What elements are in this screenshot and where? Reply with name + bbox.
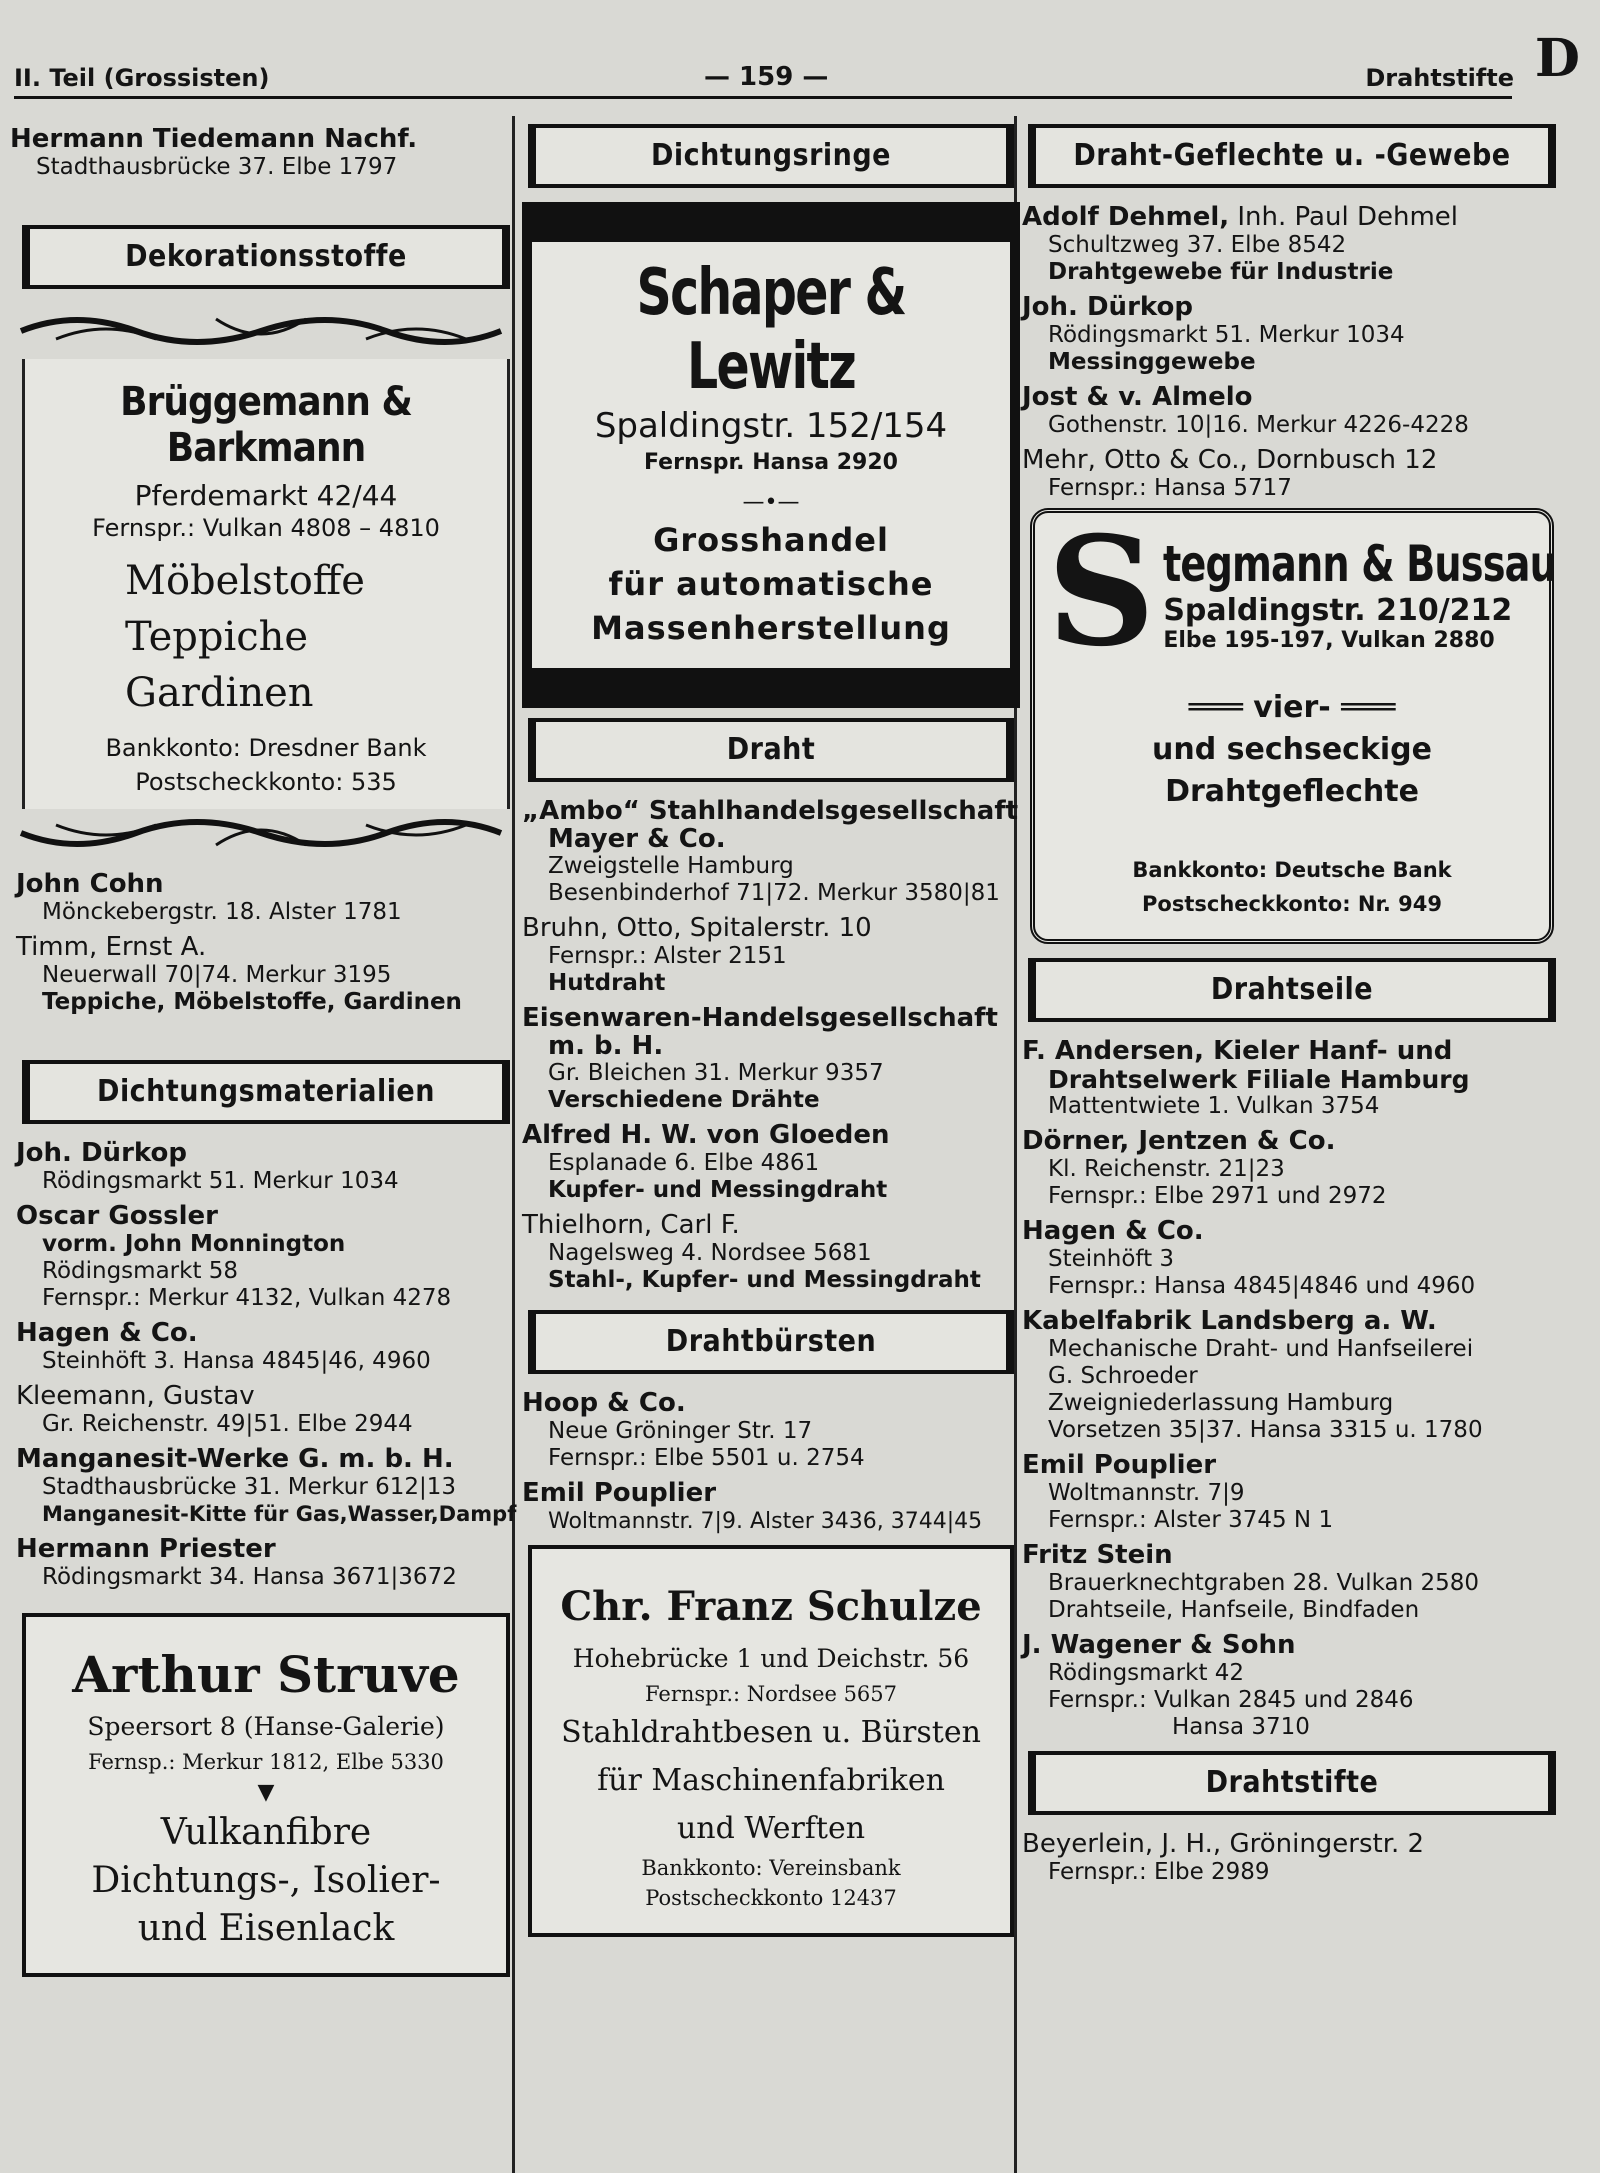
entry-line: Mayer & Co. bbox=[548, 824, 726, 854]
list-item bbox=[522, 1478, 1020, 1535]
entry-line: Stadthausbrücke 37. Elbe 1797 bbox=[36, 154, 398, 180]
entry-line: m. b. H. bbox=[548, 1031, 664, 1061]
advert-separator: —•— bbox=[742, 490, 800, 515]
list-item bbox=[1022, 1126, 1562, 1210]
entry-line: Mechanische Draht- und Hanfseilerei bbox=[1048, 1336, 1474, 1362]
entry-name: Dörner, Jentzen & Co. bbox=[1022, 1126, 1336, 1156]
advert-address: Pferdemarkt 42/44 bbox=[134, 479, 398, 512]
entry-line: Zweigstelle Hamburg bbox=[548, 853, 794, 879]
entry-line: Brauerknechtgraben 28. Vulkan 2580 bbox=[1048, 1570, 1480, 1596]
advert-head-text bbox=[1163, 527, 1600, 653]
section-title: Dekorationsstoffe bbox=[125, 239, 407, 274]
entry-line: Rödingsmarkt 51. Merkur 1034 bbox=[1048, 322, 1405, 348]
entry-name: F. Andersen, Kieler Hanf- und bbox=[1022, 1036, 1453, 1066]
entry-line: Teppiche, Möbelstoffe, Gardinen bbox=[42, 989, 462, 1015]
advert-phone: Fernspr. Hansa 2920 bbox=[644, 450, 898, 475]
list-item bbox=[1022, 292, 1562, 376]
entry-line: Mattentwiete 1. Vulkan 3754 bbox=[1048, 1093, 1380, 1119]
list-item bbox=[1022, 1630, 1562, 1741]
entry-line: Esplanade 6. Elbe 4861 bbox=[548, 1150, 820, 1176]
entry-line: Kl. Reichenstr. 21|23 bbox=[1048, 1156, 1285, 1182]
header-part: II. Teil (Grossisten) bbox=[14, 64, 270, 92]
list-item bbox=[16, 1138, 516, 1195]
entry-name: Joh. Dürkop bbox=[16, 1138, 187, 1168]
entry-name: „Ambo“ Stahlhandelsgesellschaft bbox=[522, 796, 1019, 826]
entry-name: Emil Pouplier bbox=[1022, 1450, 1217, 1480]
entry-name: Mehr, Otto & Co., Dornbusch 12 bbox=[1022, 445, 1438, 475]
section-title: Drahtbürsten bbox=[665, 1324, 877, 1359]
ornament-bottom bbox=[16, 815, 506, 855]
column-3 bbox=[1022, 124, 1562, 1892]
entry-name: Hermann Tiedemann Nachf. bbox=[10, 124, 418, 154]
list-item bbox=[1022, 445, 1562, 502]
entry-line: Rödingsmarkt 34. Hansa 3671|3672 bbox=[42, 1564, 457, 1590]
entry-line: Schultzweg 37. Elbe 8542 bbox=[1048, 232, 1347, 258]
advert-postcheck: Postscheckkonto: 535 bbox=[135, 768, 397, 796]
section-heading bbox=[1028, 124, 1556, 188]
advert-schulze bbox=[528, 1545, 1014, 1937]
advert-bank: Bankkonto: Dresdner Bank bbox=[105, 734, 427, 762]
advert-desc bbox=[1047, 687, 1537, 813]
entry-name: Alfred H. W. von Gloeden bbox=[522, 1120, 890, 1150]
list-item bbox=[1022, 1450, 1562, 1534]
list-item bbox=[1022, 382, 1562, 439]
entry-line: Zweigniederlassung Hamburg bbox=[1048, 1390, 1394, 1416]
entry-line: Fernspr.: Alster 2151 bbox=[548, 943, 787, 969]
list-item bbox=[16, 869, 516, 926]
list-item bbox=[1022, 1540, 1562, 1624]
section-heading bbox=[1028, 1751, 1556, 1815]
advert-phone: Elbe 195-197, Vulkan 2880 bbox=[1163, 628, 1495, 653]
list-item bbox=[10, 124, 516, 181]
entry-name: J. Wagener & Sohn bbox=[1022, 1630, 1296, 1660]
entry-line: Neue Gröninger Str. 17 bbox=[548, 1418, 813, 1444]
entry-line: Fernspr.: Vulkan 2845 und 2846 bbox=[1048, 1687, 1414, 1713]
advert-postcheck: Postscheckkonto 12437 bbox=[645, 1886, 897, 1910]
advert-goods-line: und Werften bbox=[676, 1811, 866, 1846]
section-title: Drahtstifte bbox=[1205, 1765, 1379, 1800]
entry-line: Mönckebergstr. 18. Alster 1781 bbox=[42, 899, 402, 925]
entry-name bbox=[1022, 202, 1562, 232]
list-item bbox=[522, 1003, 1020, 1114]
advert-address: Hohebrücke 1 und Deichstr. 56 bbox=[572, 1644, 970, 1673]
entry-line: Neuerwall 70|74. Merkur 3195 bbox=[42, 962, 392, 988]
entry-line: Rödingsmarkt 58 bbox=[42, 1258, 239, 1284]
advert-goods bbox=[25, 553, 507, 721]
entry-line: Kupfer- und Messingdraht bbox=[548, 1177, 888, 1203]
entry-line: Fernspr.: Hansa 4845|4846 und 4960 bbox=[1048, 1273, 1476, 1299]
section-heading bbox=[528, 124, 1014, 188]
list-item bbox=[1022, 1829, 1562, 1886]
entry-line: Steinhöft 3 bbox=[1048, 1246, 1175, 1272]
advert-goods-line: Teppiche bbox=[125, 614, 309, 660]
advert-phone: Fernspr.: Vulkan 4808 – 4810 bbox=[92, 514, 440, 542]
advert-phone: Fernsp.: Merkur 1812, Elbe 5330 bbox=[88, 1750, 444, 1774]
entry-line: Fernspr.: Alster 3745 N 1 bbox=[1048, 1507, 1334, 1533]
entry-name: Kabelfabrik Landsberg a. W. bbox=[1022, 1306, 1437, 1336]
entry-line: Steinhöft 3. Hansa 4845|46, 4960 bbox=[42, 1348, 431, 1374]
ornament-icon: ▼ bbox=[257, 1780, 275, 1805]
entry-name-owner: Inh. Paul Dehmel bbox=[1229, 202, 1458, 232]
entry-name: Jost & v. Almelo bbox=[1022, 382, 1253, 412]
advert-desc-line: Drahtgeflechte bbox=[1165, 774, 1419, 809]
entry-line: Fernspr.: Merkur 4132, Vulkan 4278 bbox=[42, 1285, 452, 1311]
section-heading bbox=[528, 1310, 1014, 1374]
entry-line: Woltmannstr. 7|9. Alster 3436, 3744|45 bbox=[548, 1509, 983, 1534]
section-title: Dichtungsringe bbox=[650, 138, 891, 173]
list-item bbox=[522, 796, 1020, 907]
entry-name: Fritz Stein bbox=[1022, 1540, 1173, 1570]
list-item bbox=[1022, 1306, 1562, 1444]
entry-line: Rödingsmarkt 42 bbox=[1048, 1660, 1245, 1686]
advert-title: Arthur Struve bbox=[72, 1645, 460, 1704]
advert-bank-line: Bankkonto: Deutsche Bank bbox=[1132, 858, 1452, 882]
entry-line: Drahtgewebe für Industrie bbox=[1048, 259, 1394, 285]
entry-line: Hutdraht bbox=[548, 970, 666, 996]
advert-title: Chr. Franz Schulze bbox=[560, 1583, 982, 1630]
entry-name: Eisenwaren-Handelsgesellschaft bbox=[522, 1003, 998, 1033]
advert-goods-line: Gardinen bbox=[125, 670, 314, 716]
advert-goods-line: Dichtungs-, Isolier- bbox=[91, 1860, 441, 1901]
entry-name: Hagen & Co. bbox=[16, 1318, 198, 1348]
entry-name: Joh. Dürkop bbox=[1022, 292, 1193, 322]
advert-address: Speersort 8 (Hanse-Galerie) bbox=[87, 1712, 445, 1741]
column-2 bbox=[522, 124, 1020, 1947]
advert-goods-line: und Eisenlack bbox=[137, 1908, 395, 1949]
section-heading bbox=[22, 225, 510, 289]
entry-name: Thielhorn, Carl F. bbox=[522, 1210, 740, 1240]
advert-bank-line: Postscheckkonto: Nr. 949 bbox=[1142, 892, 1442, 916]
entry-name: Beyerlein, J. H., Gröningerstr. 2 bbox=[1022, 1829, 1425, 1859]
section-heading bbox=[1028, 958, 1556, 1022]
advert-bank bbox=[1047, 853, 1537, 921]
entry-line: Rödingsmarkt 51. Merkur 1034 bbox=[42, 1168, 399, 1194]
entry-line: Fernspr.: Elbe 2989 bbox=[1048, 1859, 1270, 1885]
list-item bbox=[522, 1120, 1020, 1204]
advert-initial: S bbox=[1047, 504, 1156, 680]
advert-desc: Grosshandel bbox=[653, 521, 889, 559]
entry-line: Vorsetzen 35|37. Hansa 3315 u. 1780 bbox=[1048, 1417, 1483, 1443]
advert-struve bbox=[22, 1613, 510, 1977]
entry-name: Bruhn, Otto, Spitalerstr. 10 bbox=[522, 913, 872, 943]
advert-title: Brüggemann & Barkmann bbox=[120, 379, 412, 471]
entry-line: Verschiedene Drähte bbox=[548, 1087, 820, 1113]
section-title: Draht-Geflechte u. -Gewebe bbox=[1073, 138, 1511, 173]
advert-desc: für automatische bbox=[608, 565, 934, 603]
list-item bbox=[522, 1388, 1020, 1472]
section-heading bbox=[22, 1060, 510, 1124]
advert-schaper-lewitz bbox=[522, 202, 1020, 708]
section-heading bbox=[528, 718, 1014, 782]
entry-line: Fernspr.: Elbe 2971 und 2972 bbox=[1048, 1183, 1387, 1209]
entry-line: Stahl-, Kupfer- und Messingdraht bbox=[548, 1267, 981, 1293]
entry-line: Fernspr.: Hansa 5717 bbox=[1048, 475, 1292, 501]
entry-line: G. Schroeder bbox=[1048, 1363, 1198, 1389]
advert-brueggemann bbox=[22, 359, 510, 809]
column-1 bbox=[10, 124, 517, 1987]
entry-name: Hagen & Co. bbox=[1022, 1216, 1204, 1246]
advert-title: Schaper & Lewitz bbox=[636, 256, 906, 404]
advert-address: Spaldingstr. 210/212 bbox=[1163, 593, 1513, 628]
entry-line: Messinggewebe bbox=[1048, 349, 1256, 375]
advert-phone: Fernspr.: Nordsee 5657 bbox=[644, 1682, 898, 1706]
entry-name: Oscar Gossler bbox=[16, 1201, 218, 1231]
entry-name: Hoop & Co. bbox=[522, 1388, 686, 1418]
entry-name: John Cohn bbox=[16, 869, 164, 899]
advert-goods-line: Vulkanfibre bbox=[160, 1812, 372, 1853]
entry-line: Gr. Bleichen 31. Merkur 9357 bbox=[548, 1060, 884, 1086]
entry-line: vorm. John Monnington bbox=[42, 1231, 346, 1257]
entry-line: Fernspr.: Elbe 5501 u. 2754 bbox=[548, 1445, 865, 1471]
list-item bbox=[16, 1318, 516, 1375]
section-title: Draht bbox=[726, 732, 816, 767]
entry-name-main: Adolf Dehmel, bbox=[1022, 202, 1230, 232]
list-item bbox=[16, 1444, 516, 1528]
advert-goods-line: für Maschinenfabriken bbox=[597, 1763, 945, 1798]
list-item bbox=[16, 932, 516, 1016]
list-item bbox=[16, 1381, 516, 1438]
advert-goods-line: Stahldrahtbesen u. Bürsten bbox=[561, 1715, 981, 1750]
list-item bbox=[522, 1210, 1020, 1294]
advert-panel bbox=[532, 242, 1010, 668]
entry-name: Hermann Priester bbox=[16, 1534, 276, 1564]
entry-line: Nagelsweg 4. Nordsee 5681 bbox=[548, 1240, 872, 1266]
page-header bbox=[14, 56, 1512, 99]
entry-line: Drahtseile, Hanfseile, Bindfaden bbox=[1048, 1597, 1420, 1623]
entry-line: Stadthausbrücke 31. Merkur 612|13 bbox=[42, 1474, 457, 1500]
entry-name: Kleemann, Gustav bbox=[16, 1381, 255, 1411]
advert-desc-line: ═══ vier- ═══ bbox=[1188, 690, 1396, 725]
advert-desc: Massenherstellung bbox=[591, 609, 951, 647]
entry-line: Drahtselwerk Filiale Hamburg bbox=[1048, 1065, 1470, 1094]
section-title: Dichtungsmaterialien bbox=[97, 1074, 435, 1109]
list-item bbox=[16, 1201, 516, 1312]
advert-goods-line: Möbelstoffe bbox=[125, 558, 365, 604]
entry-line: Besenbinderhof 71|72. Merkur 3580|81 bbox=[548, 880, 1000, 906]
list-item bbox=[16, 1534, 516, 1591]
entry-line: Manganesit-Kitte für Gas,Wasser,Dampf bbox=[42, 1502, 517, 1526]
ornament-top bbox=[16, 309, 506, 349]
advert-address: Spaldingstr. 152/154 bbox=[594, 406, 948, 446]
entry-line: Hansa 3710 bbox=[1172, 1714, 1310, 1740]
entry-line: Woltmannstr. 7|9 bbox=[1048, 1480, 1245, 1506]
list-item bbox=[1022, 1036, 1562, 1120]
list-item bbox=[1022, 202, 1562, 286]
entry-name: Manganesit-Werke G. m. b. H. bbox=[16, 1444, 454, 1474]
advert-bank: Bankkonto: Vereinsbank bbox=[641, 1856, 901, 1880]
section-title: Drahtseile bbox=[1210, 972, 1374, 1007]
entry-line: Gothenstr. 10|16. Merkur 4226-4228 bbox=[1048, 412, 1469, 438]
header-section: Drahtstifte bbox=[1365, 64, 1514, 92]
entry-name: Timm, Ernst A. bbox=[16, 932, 207, 962]
page-number: — 159 — bbox=[704, 62, 829, 92]
advert-stegmann-bussau bbox=[1030, 504, 1557, 944]
advert-head bbox=[1047, 504, 1557, 680]
list-item bbox=[522, 913, 1020, 997]
list-item bbox=[1022, 1216, 1562, 1300]
entry-name: Emil Pouplier bbox=[522, 1478, 717, 1508]
header-letter: D bbox=[1534, 28, 1580, 89]
advert-desc-line: und sechseckige bbox=[1151, 732, 1433, 767]
entry-line: Gr. Reichenstr. 49|51. Elbe 2944 bbox=[42, 1411, 413, 1437]
advert-title: tegmann & Bussau bbox=[1163, 535, 1557, 593]
